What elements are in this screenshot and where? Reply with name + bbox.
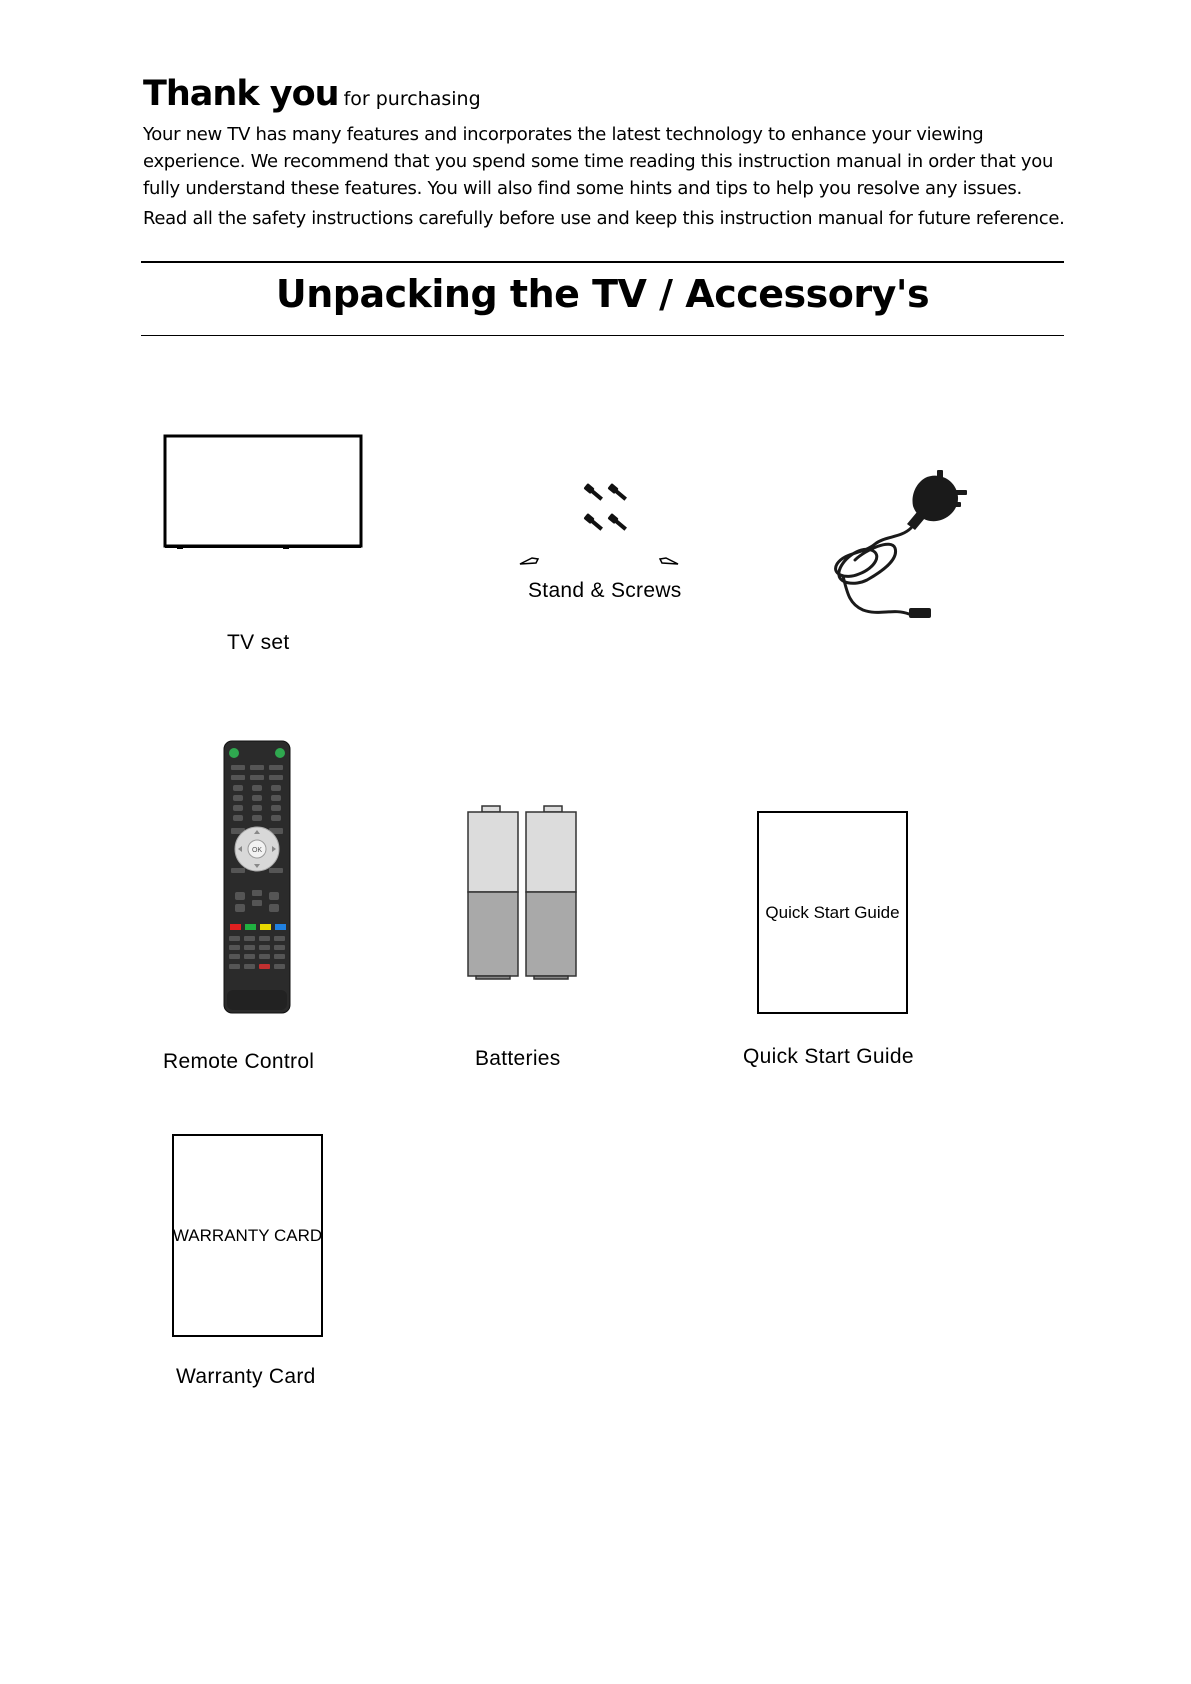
tv-set-icon (163, 434, 365, 552)
screws-icon (580, 482, 640, 540)
intro-body (143, 121, 1103, 232)
safety-note: Read all the safety instructions carefully before use and keep this instruction manual for future reference. (143, 208, 1065, 229)
quick-start-guide-label: Quick Start Guide (743, 1045, 914, 1068)
thank-you-title: Thank you (143, 74, 339, 114)
section-title: Unpacking the TV / Accessory's (275, 272, 930, 316)
tv-set-label: TV set (227, 631, 290, 654)
intro-line: fully understand these features. You will also find some hints and tips to help you resolve any issues. (143, 178, 1022, 199)
intro-heading (143, 74, 481, 114)
intro-line: experience. We recommend that you spend some time reading this instruction manual in order that you (143, 151, 1054, 172)
section-top-rule (141, 261, 1064, 263)
for-purchasing-text: for purchasing (343, 88, 481, 110)
warranty-card-cover: WARRANTY CARD (172, 1134, 323, 1337)
stand-screws-label: Stand & Screws (528, 579, 682, 602)
batteries-label: Batteries (475, 1047, 561, 1070)
quick-start-guide-cover: Quick Start Guide (757, 811, 908, 1014)
power-adapter-icon (825, 468, 975, 628)
intro-line: Your new TV has many features and incorporates the latest technology to enhance your viewing (143, 124, 984, 145)
remote-control-icon (223, 740, 291, 1016)
stand-feet-icon (518, 552, 680, 568)
warranty-card-label: Warranty Card (176, 1365, 316, 1388)
battery-icon (464, 804, 584, 980)
remote-control-label: Remote Control (163, 1050, 315, 1073)
section-bottom-rule (141, 335, 1064, 336)
ok-button-label: OK (251, 847, 263, 854)
